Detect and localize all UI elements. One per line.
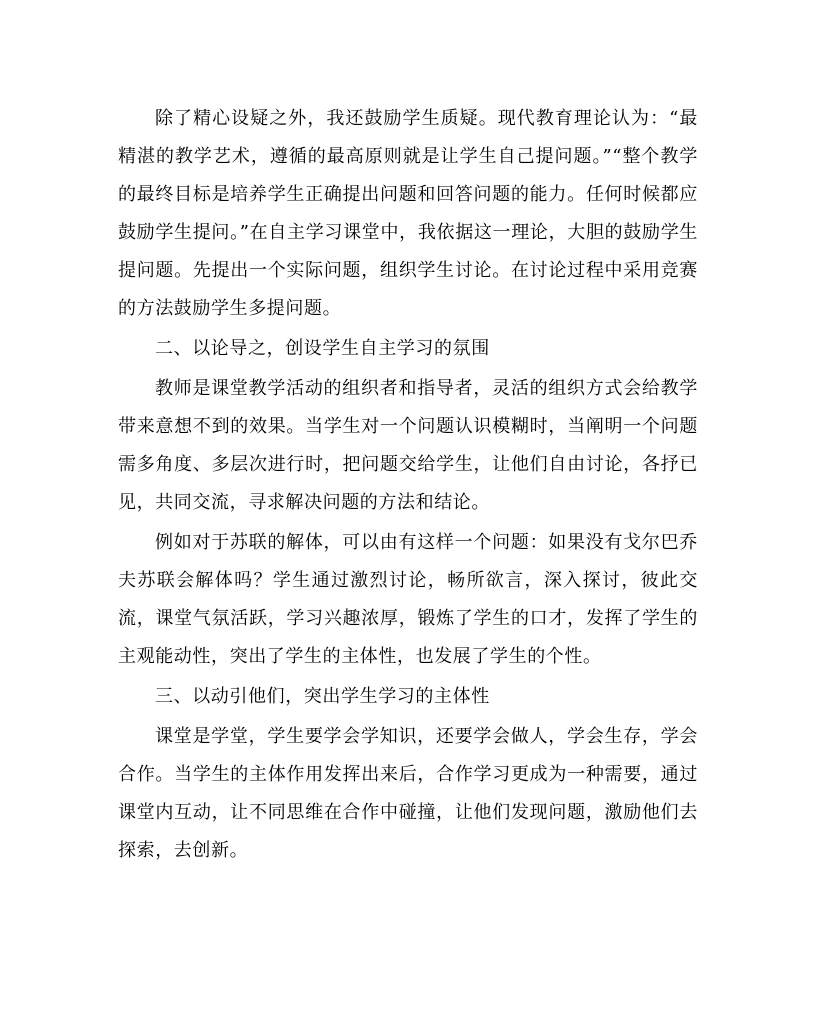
document-body [118, 100, 698, 870]
paragraph-teacher-role: 教师是课堂教学活动的组织者和指导者，灵活的组织方式会给教学带来意想不到的效果。当学生对一个问题认识模糊时，当阐明一个问题需多角度、多层次进行时，把问题交给学生，让他们自由讨论，各抒已见，共同交流，寻求解决问题的方法和结论。 [118, 378, 698, 513]
paragraph-questioning: 除了精心设疑之外，我还鼓励学生质疑。现代教育理论认为：“最精湛的教学艺术，遵循的最高原则就是让学生自己提问题。”“整个教学的最终目标是培养学生正确提出问题和回答问题的能力。任何时候都应鼓励学生提问。”在自主学习课堂中，我依据这一理论，大胆的鼓励学生提问题。先提出一个实际问题，组织学生讨论。在讨论过程中采用竞赛的方法鼓励学生多提问题。 [118, 108, 698, 319]
paragraph-soviet-example: 例如对于苏联的解体，可以由有这样一个问题：如果没有戈尔巴乔夫苏联会解体吗？学生通过激烈讨论，畅所欲言，深入探讨，彼此交流，课堂气氛活跃，学习兴趣浓厚，锻炼了学生的口才，发挥了学生的主观能动性，突出了学生的主体性，也发展了学生的个性。 [118, 532, 698, 667]
section-heading-3: 三、以动引他们，突出学生学习的主体性 [155, 686, 490, 707]
section-heading-2: 二、以论导之，创设学生自主学习的氛围 [155, 338, 490, 359]
paragraph-classroom: 课堂是学堂，学生要学会学知识，还要学会做人，学会生存，学会合作。当学生的主体作用发挥出来后，合作学习更成为一种需要，通过课堂内互动，让不同思维在合作中碰撞，让他们发现问题，激励他们去探索，去创新。 [118, 726, 698, 861]
